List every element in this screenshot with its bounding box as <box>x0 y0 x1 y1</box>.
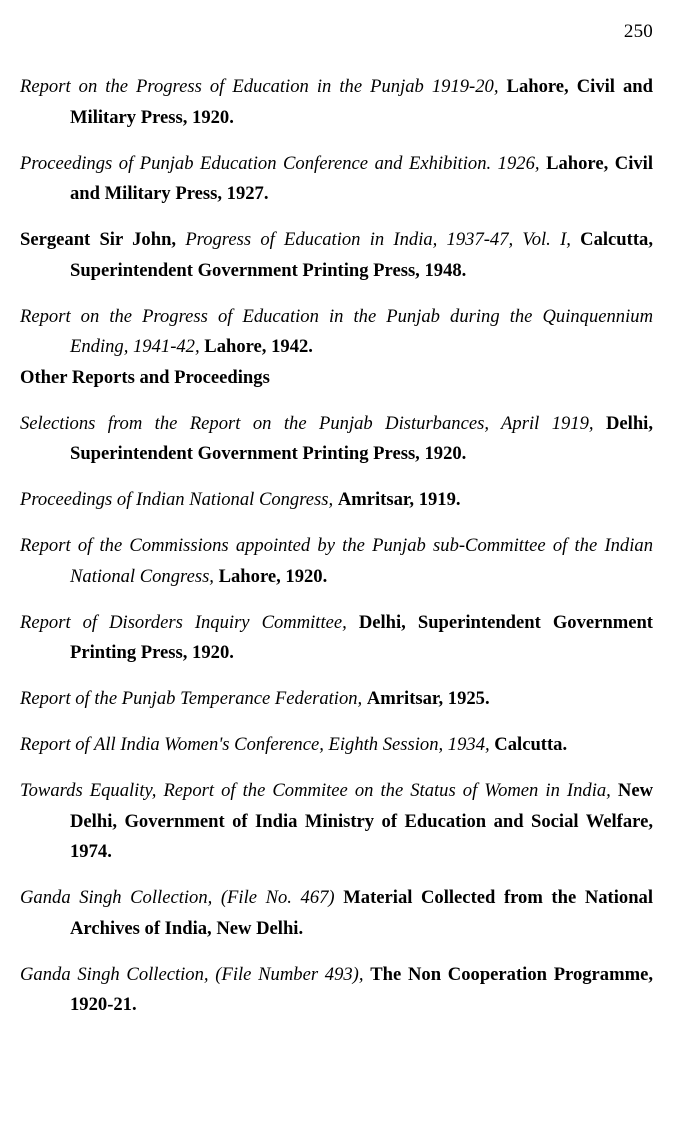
bibliography-entry <box>20 684 653 715</box>
page-number: 250 <box>623 21 653 42</box>
entry-imprint: New Delhi, Government of India Ministry of Education and Social Welfare, 1974. <box>70 780 653 862</box>
entry-imprint: Lahore, 1942. <box>204 336 313 357</box>
section-heading-other-reports: Other Reports and Proceedings <box>20 366 270 388</box>
entry-imprint: Delhi, Superintendent Government Printing Press, 1920. <box>70 412 653 464</box>
entry-imprint: Calcutta. <box>494 734 568 755</box>
entry-imprint: Amritsar, 1925. <box>366 688 490 709</box>
entry-title: Report of Disorders Inquiry Committee, <box>20 611 347 633</box>
entry-imprint: The Non Cooperation Programme, 1920-21. <box>70 963 653 1015</box>
bibliography-entry <box>20 149 653 210</box>
entry-title: Proceedings of Punjab Education Conference and Exhibition. 1926, <box>20 152 540 174</box>
bibliography-entry <box>20 730 653 761</box>
entry-title: Selections from the Report on the Punjab Disturbances, April 1919, <box>20 412 594 434</box>
bibliography-content <box>20 72 653 1021</box>
entry-author: Sergeant Sir John, <box>20 229 177 250</box>
entry-imprint: Lahore, Civil and Military Press, 1927. <box>70 152 653 204</box>
entry-title: Report of the Punjab Temperance Federation, <box>20 688 363 709</box>
bibliography-entry <box>20 883 653 944</box>
bibliography-entries-bottom <box>20 409 653 1021</box>
bibliography-entry <box>20 225 653 286</box>
entry-title: Report on the Progress of Education in the Punjab 1919-20, <box>20 76 499 97</box>
entry-title: Report on the Progress of Education in the Punjab during the Quinquennium Ending, 1941-42, <box>20 305 653 357</box>
bibliography-entry <box>20 72 653 133</box>
bibliography-entry <box>20 409 653 470</box>
entry-imprint: Delhi, Superintendent Government Printing Press, 1920. <box>70 611 653 663</box>
entry-title: Ganda Singh Collection, (File No. 467) <box>20 887 335 908</box>
entry-title: Proceedings of Indian National Congress, <box>20 489 334 510</box>
entry-imprint: Material Collected from the National Archives of India, New Delhi. <box>70 887 653 939</box>
entry-title: Towards Equality, Report of the Commitee on the Status of Women in India, <box>20 780 611 801</box>
bibliography-entry <box>20 608 653 669</box>
entry-title: Ganda Singh Collection, (File Number 493), <box>20 963 364 985</box>
entry-title: Report of All India Women's Conference, Eighth Session, 1934, <box>20 734 490 755</box>
entry-imprint: Amritsar, 1919. <box>337 489 461 510</box>
bibliography-entries-top <box>20 72 653 363</box>
entry-title: Report of the Commissions appointed by the Punjab sub-Committee of the Indian National Congress, <box>20 535 653 587</box>
bibliography-entry <box>20 960 653 1021</box>
bibliography-entry <box>20 776 653 868</box>
entry-title: Progress of Education in India, 1937-47, Vol. I, <box>185 229 571 250</box>
entry-imprint: Lahore, 1920. <box>218 565 328 587</box>
entry-imprint: Lahore, Civil and Military Press, 1920. <box>70 76 653 128</box>
entry-imprint: Calcutta, Superintendent Government Printing Press, 1948. <box>70 229 653 281</box>
bibliography-entry <box>20 302 653 363</box>
bibliography-entry <box>20 531 653 592</box>
bibliography-entry <box>20 485 653 516</box>
